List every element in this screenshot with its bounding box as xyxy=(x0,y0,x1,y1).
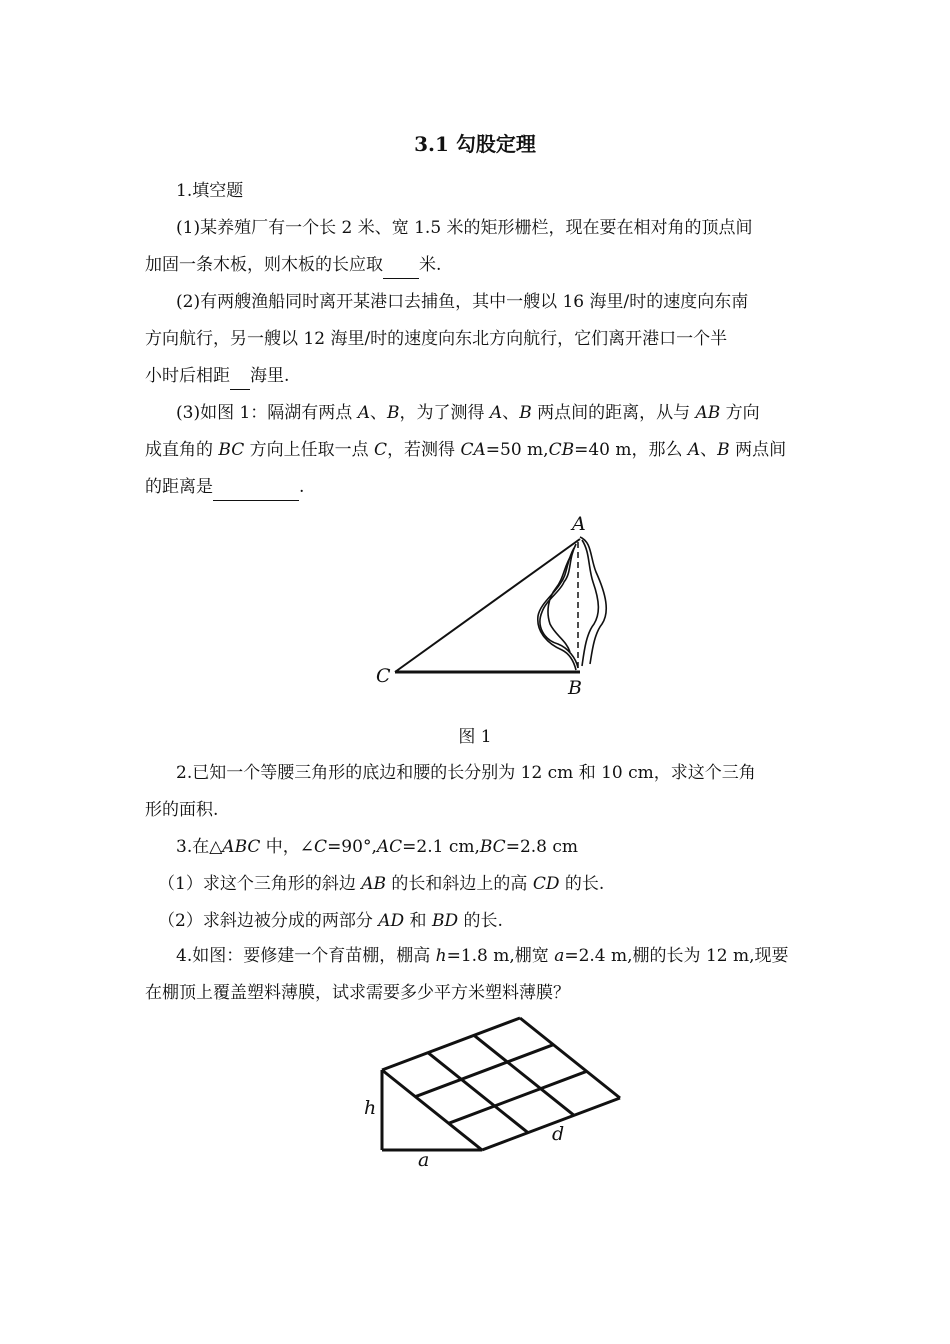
q4-line1: 4.如图：要修建一个育苗棚，棚高 h=1.8 m,棚宽 a=2.4 m,棚的长为 12 m,现要 xyxy=(176,946,789,966)
q1-p2-line1: (2)有两艘渔船同时离开某港口去捕鱼，其中一艘以 16 海里/时的速度向东南 xyxy=(176,292,749,312)
q1-p1-line2: 加固一条木板，则木板的长应取 米. xyxy=(145,252,815,279)
q2-line1: 2.已知一个等腰三角形的底边和腰的长分别为 12 cm 和 10 cm，求这个三角 xyxy=(176,763,756,783)
q1-p1-line1: (1)某养殖厂有一个长 2 米、宽 1.5 米的矩形栅栏，现在要在相对角的顶点间 xyxy=(176,218,753,238)
label-a: a xyxy=(418,1149,430,1170)
page-title: 3.1 勾股定理 xyxy=(414,132,536,156)
answer-blank xyxy=(383,252,419,279)
label-h: h xyxy=(364,1097,377,1119)
q1-p3-line2: 成直角的 BC 方向上任取一点 C，若测得 CA=50 m,CB=40 m，那么 A、B 两点间 xyxy=(145,440,787,460)
figure-1-lake-triangle xyxy=(370,512,620,697)
answer-blank xyxy=(213,474,299,501)
label-a: A xyxy=(572,513,586,535)
q1-heading: 1.填空题 xyxy=(176,181,244,201)
greenhouse-lines xyxy=(382,1018,620,1150)
q2-line2: 形的面积. xyxy=(145,800,219,820)
label-c: C xyxy=(376,665,391,687)
q1-p2-line3: 小时后相距 海里. xyxy=(145,363,815,390)
figure-1-caption: 图 1 xyxy=(458,727,492,747)
segment-ca xyxy=(395,539,580,672)
q4-line2: 在棚顶上覆盖塑料薄膜，试求需要多少平方米塑料薄膜？ xyxy=(145,983,570,1003)
q1-p3-line1: (3)如图 1：隔湖有两点 A、B，为了测得 A、B 两点间的距离，从与 AB 方向 xyxy=(176,403,760,423)
q3-line1: 3.在△ABC 中，∠C=90°,AC=2.1 cm,BC=2.8 cm xyxy=(176,837,579,857)
lake-outline xyxy=(538,537,606,670)
q1-p2-line2: 方向航行，另一艘以 12 海里/时的速度向东北方向航行，它们离开港口一个半 xyxy=(145,329,728,349)
q1-p3-line3: 的距离是 . xyxy=(145,474,815,501)
label-d: d xyxy=(552,1123,565,1145)
q3-sub1: （1）求这个三角形的斜边 AB 的长和斜边上的高 CD 的长. xyxy=(158,874,605,894)
label-b: B xyxy=(568,677,582,697)
figure-2-greenhouse xyxy=(360,1010,640,1170)
answer-blank xyxy=(230,363,250,390)
q3-sub2: （2）求斜边被分成的两部分 AD 和 BD 的长. xyxy=(158,911,503,931)
